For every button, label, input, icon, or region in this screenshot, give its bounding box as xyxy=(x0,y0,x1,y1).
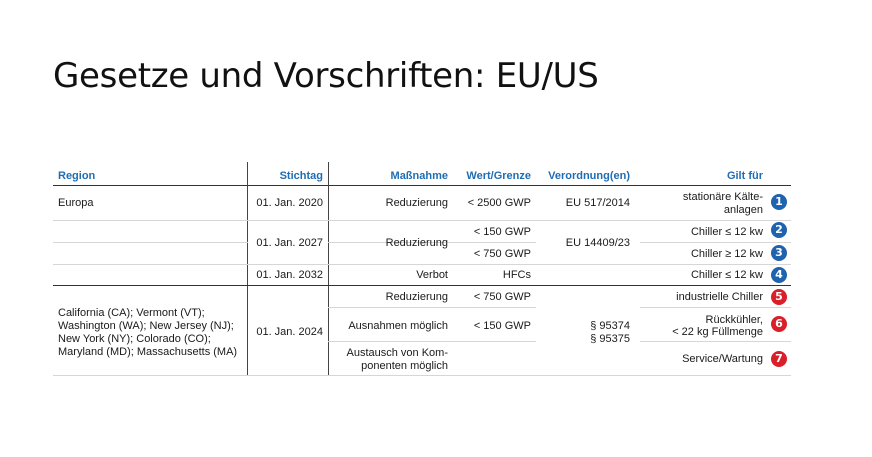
measure-cell: Austausch von Kom- xyxy=(346,347,448,359)
row-divider xyxy=(328,307,536,308)
applies-cell: Chiller ≤ 12 kw xyxy=(690,226,763,238)
row-divider xyxy=(640,307,791,308)
row-divider xyxy=(53,242,248,243)
column-divider-1 xyxy=(247,162,248,376)
regulation-cell: § 95375 xyxy=(590,333,630,345)
date-cell: 01. Jan. 2032 xyxy=(256,269,323,281)
applies-cell: Rückkühler, xyxy=(705,314,763,326)
regulation-cell: EU 517/2014 xyxy=(565,197,630,209)
applies-cell: stationäre Kälte- xyxy=(682,191,763,203)
row-divider xyxy=(328,341,536,342)
date-cell: 01. Jan. 2024 xyxy=(256,326,323,338)
region-separator xyxy=(53,285,791,286)
applies-cell: Chiller ≤ 12 kw xyxy=(690,269,763,281)
value-cell: < 750 GWP xyxy=(473,291,531,303)
regulation-cell: § 95374 xyxy=(590,320,630,332)
value-cell: < 150 GWP xyxy=(473,226,531,238)
row-divider xyxy=(640,242,791,243)
row-divider xyxy=(53,220,791,221)
number-badge-3: 3 xyxy=(771,245,787,261)
applies-cell: Chiller ≥ 12 kw xyxy=(690,248,763,260)
applies-cell: anlagen xyxy=(723,204,763,216)
header-gilt-fuer: Gilt für xyxy=(726,170,763,182)
date-cell: 01. Jan. 2027 xyxy=(256,237,323,249)
measure-cell: ponenten möglich xyxy=(361,360,448,372)
measure-cell: Ausnahmen möglich xyxy=(348,320,448,332)
value-cell: HFCs xyxy=(502,269,531,281)
region-us: Maryland (MD); Massachusetts (MA) xyxy=(58,346,238,358)
value-cell: < 750 GWP xyxy=(473,248,531,260)
number-badge-2: 2 xyxy=(771,222,787,238)
header-massnahme: Maßnahme xyxy=(390,170,448,182)
applies-cell: industrielle Chiller xyxy=(676,291,763,303)
region-us: Washington (WA); New Jersey (NJ); xyxy=(58,320,234,332)
header-wert: Wert/Grenze xyxy=(466,170,531,182)
header-region: Region xyxy=(58,170,96,182)
applies-cell: Service/Wartung xyxy=(682,353,763,365)
row-divider xyxy=(640,341,791,342)
header-verordnung: Verordnung(en) xyxy=(548,170,630,182)
region-us: California (CA); Vermont (VT); xyxy=(58,307,205,319)
regulation-cell: EU 14409/23 xyxy=(565,237,630,249)
measure-cell: Reduzierung xyxy=(385,197,448,209)
region-europa: Europa xyxy=(58,197,94,209)
header-stichtag: Stichtag xyxy=(279,170,323,182)
date-cell: 01. Jan. 2020 xyxy=(256,197,323,209)
column-divider-2 xyxy=(328,162,329,376)
value-cell: < 150 GWP xyxy=(473,320,531,332)
measure-cell: Verbot xyxy=(416,269,448,281)
number-badge-1: 1 xyxy=(771,194,787,210)
value-cell: < 2500 GWP xyxy=(467,197,531,209)
table-bottom-rule xyxy=(53,375,791,376)
page-title: Gesetze und Vorschriften: EU/US xyxy=(53,56,599,96)
number-badge-4: 4 xyxy=(771,267,787,283)
measure-cell: Reduzierung xyxy=(385,237,448,249)
header-rule xyxy=(53,185,791,186)
number-badge-5: 5 xyxy=(771,289,787,305)
measure-cell: Reduzierung xyxy=(385,291,448,303)
region-us: New York (NY); Colorado (CO); xyxy=(58,333,211,345)
row-divider xyxy=(53,264,791,265)
number-badge-6: 6 xyxy=(771,316,787,332)
number-badge-7: 7 xyxy=(771,351,787,367)
applies-cell: < 22 kg Füllmenge xyxy=(672,326,763,338)
